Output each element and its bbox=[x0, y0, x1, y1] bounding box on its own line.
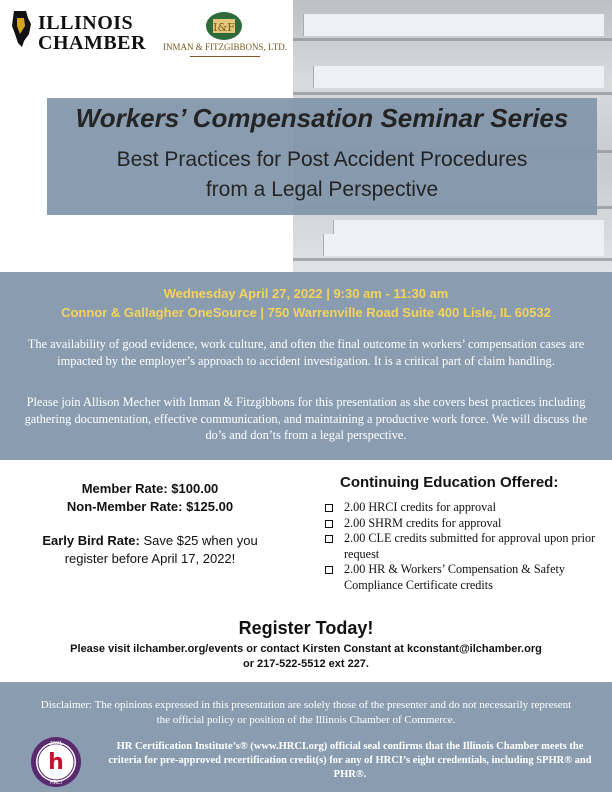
hrci-statement: HR Certification Institute’s® (www.HRCI.org) official seal confirms that the Illinois Chamber meets the criteria for pre-approved recertification credit(s) for any of HRCI’s eight credentials, including SPHR® and PHR®. bbox=[108, 741, 592, 780]
ce-item bbox=[322, 562, 602, 593]
member-rate bbox=[20, 480, 280, 498]
seal-letter: h bbox=[48, 750, 64, 775]
ce-item bbox=[322, 531, 602, 562]
if-monogram-icon bbox=[204, 10, 244, 42]
illinois-chamber-logo bbox=[10, 10, 146, 54]
event-venue: Connor & Gallagher OneSource | 750 Warrenville Road Suite 400 Lisle, IL 60532 bbox=[61, 305, 551, 320]
title-box bbox=[47, 98, 597, 215]
header bbox=[0, 0, 612, 272]
inman-fitzgibbons-logo bbox=[160, 10, 290, 64]
member-rate-value: $100.00 bbox=[171, 481, 219, 496]
nonmember-rate-value: $125.00 bbox=[186, 499, 234, 514]
ce-item bbox=[322, 516, 602, 532]
rates-section bbox=[20, 480, 280, 568]
early-bird-text: Save $25 when you register before April 17, 2022! bbox=[64, 533, 258, 566]
register-contact-line-1: Please visit ilchamber.org/events or contact Kirsten Constant at kconstant@ilchamber.org bbox=[70, 643, 542, 655]
org-name-line-1: ILLINOIS bbox=[38, 12, 134, 34]
illinois-state-icon bbox=[10, 10, 32, 48]
org-name-line-2: CHAMBER bbox=[38, 32, 146, 54]
checkbox-icon bbox=[325, 535, 333, 543]
ce-item-text: 2.00 HR & Workers’ Compensation & Safety Compliance Certificate credits bbox=[344, 562, 565, 592]
seminar-subtitle-line-2: from a Legal Perspective bbox=[205, 178, 439, 201]
partner-tagline-rule bbox=[190, 56, 260, 57]
register-contact-line-2: or 217-522-5512 ext 227. bbox=[243, 658, 369, 670]
ce-item-text: 2.00 HRCI credits for approval bbox=[344, 500, 496, 514]
event-date: Wednesday April 27, 2022 | 9:30 am - 11:30 am bbox=[163, 286, 449, 301]
nonmember-rate-label: Non-Member Rate: bbox=[66, 499, 183, 514]
event-info-band bbox=[0, 272, 612, 460]
register-heading: Register Today! bbox=[238, 618, 374, 638]
checkbox-icon bbox=[325, 504, 333, 512]
checkbox-icon bbox=[325, 566, 333, 574]
ce-item bbox=[322, 500, 602, 516]
description-paragraph-1: The availability of good evidence, work culture, and often the final outcome in workers’ compensation cases are impacted by the employer’s approach to accident investigation. It is a critical part of claim handling. bbox=[27, 337, 585, 368]
nonmember-rate bbox=[20, 498, 280, 516]
seminar-subtitle-line-1: Best Practices for Post Accident Procedures bbox=[116, 148, 528, 171]
partner-name: INMAN & FITZGIBBONS, LTD. bbox=[163, 42, 287, 52]
seal-year: 2021 bbox=[49, 741, 63, 747]
description-paragraph-2: Please join Allison Mecher with Inman & Fitzgibbons for this presentation as she covers best practices including gathering documentation, effective communication, and maintaining a productive work force. We will discuss the do’s and don’ts from a legal perspective. bbox=[24, 395, 588, 442]
checkbox-icon bbox=[325, 520, 333, 528]
svg-text:I&F: I&F bbox=[213, 21, 235, 34]
ce-item-text: 2.00 SHRM credits for approval bbox=[344, 515, 502, 530]
member-rate-label: Member Rate: bbox=[81, 481, 168, 496]
footer bbox=[0, 682, 612, 792]
early-bird-rate bbox=[20, 532, 280, 568]
early-bird-label: Early Bird Rate: bbox=[42, 533, 140, 548]
seminar-series-title: Workers’ Compensation Seminar Series bbox=[75, 103, 569, 133]
seal-label: HRCI bbox=[50, 780, 62, 786]
ce-list bbox=[322, 500, 602, 593]
hrci-seal-icon bbox=[30, 736, 82, 788]
disclaimer: Disclaimer: The opinions expressed in this presentation are solely those of the presenter and do not necessarily represent the official policy or position of the Illinois Chamber of Commerce. bbox=[40, 699, 572, 726]
ce-item-text: 2.00 CLE credits submitted for approval upon prior request bbox=[344, 531, 596, 561]
ce-heading: Continuing Education Offered: bbox=[340, 474, 559, 491]
